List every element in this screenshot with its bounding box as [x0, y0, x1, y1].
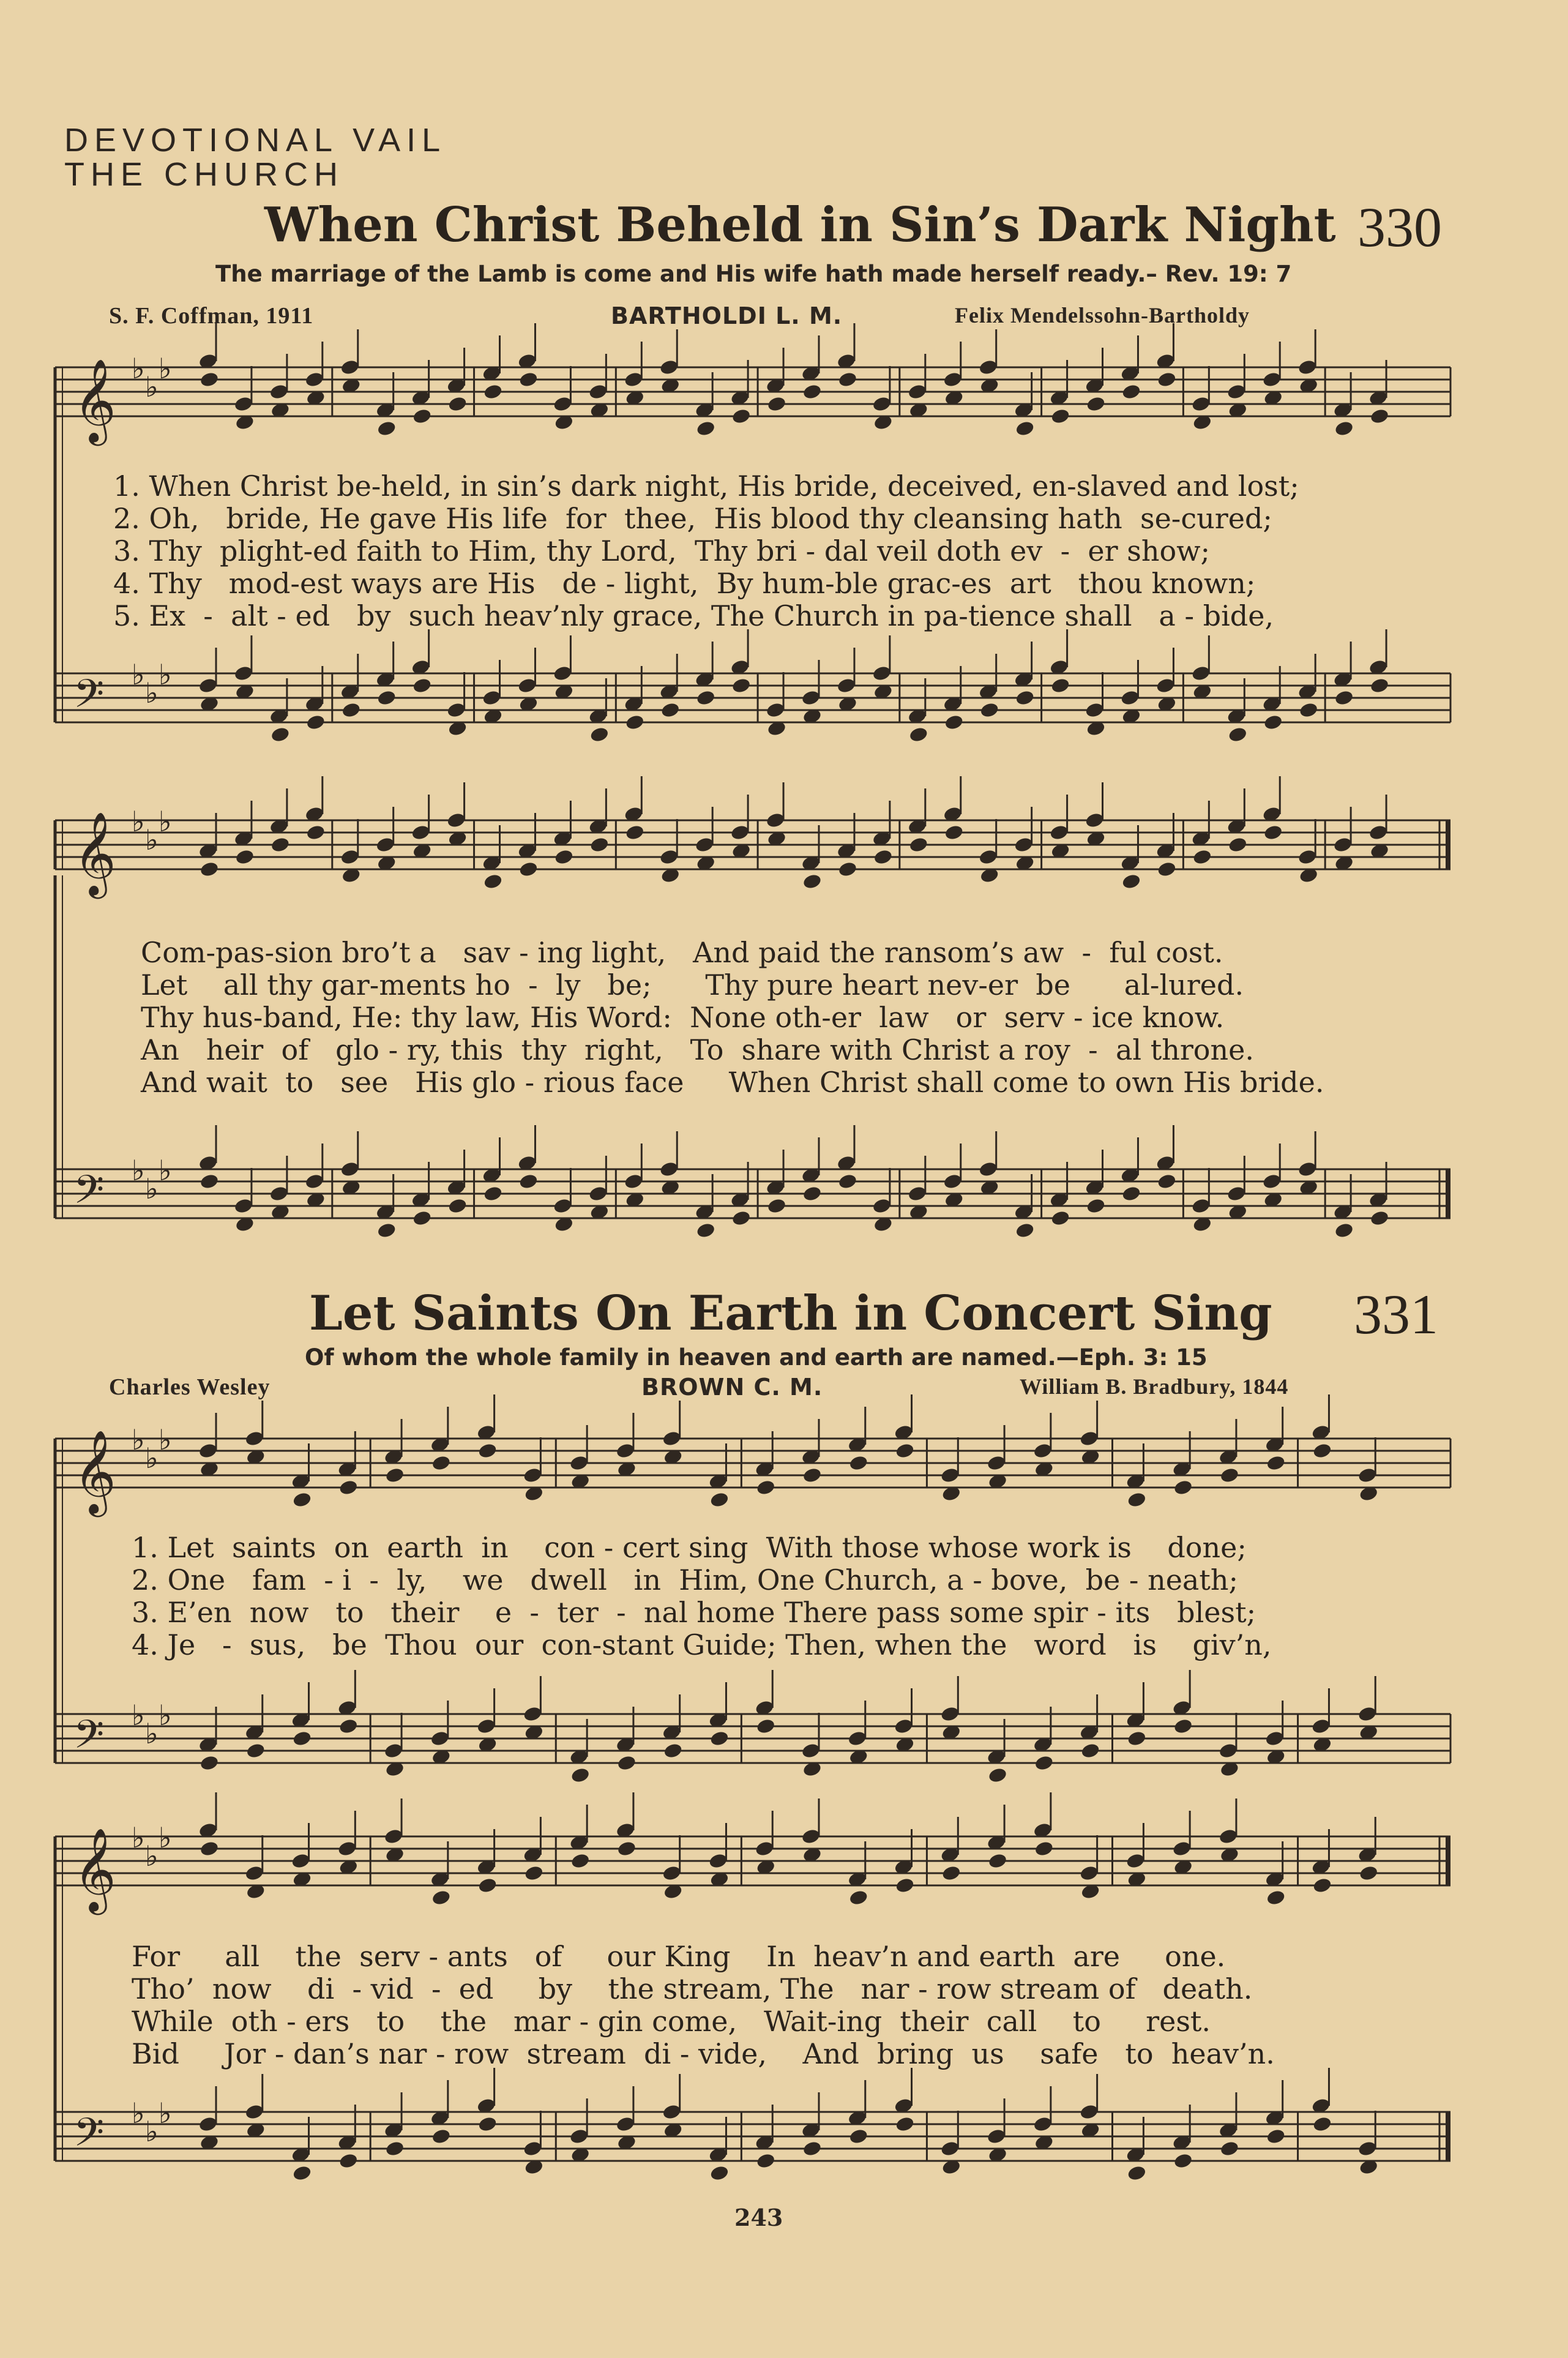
hymn-331-composer: William B. Bradbury, 1844 [1020, 1374, 1289, 1399]
hymn-331-verse-1b: For all the serv - ants of our King In heav’n and earth are one. [132, 1940, 1226, 1973]
hymn-331-verses-a [132, 1532, 1272, 1661]
hymn-330-verse-1b: Com-pas-sion bro’t a sav - ing light, And paid the ransom’s aw - ful cost. [141, 936, 1223, 969]
hymn-330-verses-b [141, 937, 1324, 1099]
svg-text:𝄢: 𝄢 [73, 1167, 105, 1222]
hymn-331-verse-2a: 2. One fam - i - ly, we dwell in Him, One Church, a - bove, be - neath; [132, 1563, 1238, 1596]
hymn-330-verse-1a: 1. When Christ be-held, in sin’s dark night, His bride, deceived, en-slaved and lost; [113, 470, 1299, 503]
hymn-330-number: 330 [1357, 196, 1442, 258]
svg-text:𝄢: 𝄢 [73, 2110, 105, 2165]
svg-text:♭: ♭ [132, 1423, 145, 1456]
hymn-331-verses-b [132, 1941, 1275, 2070]
svg-text:♭: ♭ [132, 1699, 145, 1732]
hymn-330-composer: Felix Mendelssohn-Bartholdy [955, 303, 1250, 328]
hymn-331-title: Let Saints On Earth in Concert Sing [309, 1286, 1272, 1341]
hymn-331-author: Charles Wesley [109, 1374, 271, 1400]
hymn-330-title: When Christ Beheld in Sin’s Dark Night [264, 197, 1336, 253]
hymn-330-verse-5a: 5. Ex - alt - ed by such heav’nly grace, The Church in pa-tience shall a - bide, [113, 599, 1274, 632]
svg-text:♭: ♭ [159, 658, 172, 691]
hymn-330-treble-staff-1 [49, 352, 1457, 477]
svg-text:♭: ♭ [145, 823, 159, 856]
hymn-331-bass-staff-2 [49, 2075, 1457, 2210]
svg-text:𝄢: 𝄢 [73, 1712, 105, 1767]
svg-text:♭: ♭ [132, 352, 145, 385]
svg-text:♭: ♭ [145, 370, 159, 403]
svg-text:𝄞: 𝄞 [73, 810, 116, 895]
hymn-330-verse-4b: An heir of glo - ry, this thy right, To share with Christ a roy - al throne. [141, 1033, 1254, 1066]
hymn-330-verse-2a: 2. Oh, bride, He gave His life for thee, His blood thy cleansing hath se-cured; [113, 502, 1272, 535]
svg-text:♭: ♭ [132, 1821, 145, 1854]
hymn-331-verse-1a: 1. Let saints on earth in con - cert sing With those whose work is done; [132, 1531, 1247, 1564]
hymn-330-bass-staff-1 [49, 637, 1457, 759]
hymn-331-tune: BROWN C. M. [641, 1374, 823, 1401]
hymn-331-verse-4a: 4. Je - sus, be Thou our con-stant Guide; Then, when the word is giv’n, [132, 1628, 1272, 1661]
hymn-331-verse-3a: 3. E’en now to their e - ter - nal home There pass some spir - its blest; [132, 1596, 1256, 1629]
svg-text:♭: ♭ [159, 1821, 172, 1854]
svg-text:♭: ♭ [159, 1154, 172, 1187]
hymn-330-verse-2b: Let all thy gar-ments ho - ly be; Thy pure heart nev-er be al-lured. [141, 968, 1244, 1001]
svg-text:𝄞: 𝄞 [73, 357, 116, 442]
svg-text:♭: ♭ [132, 2097, 145, 2130]
hymn-331-treble-staff-2 [49, 1812, 1457, 1947]
svg-text:♭: ♭ [145, 1840, 159, 1873]
hymn-330-verse-3b: Thy hus-band, He: thy law, His Word: None oth-er law or serv - ice know. [141, 1001, 1225, 1034]
hymn-331-number: 331 [1354, 1283, 1438, 1346]
page-number: 243 [734, 2204, 783, 2231]
hymn-330-verse-3a: 3. Thy plight-ed faith to Him, thy Lord, Thy bri - dal veil doth ev - er show; [113, 534, 1211, 567]
hymn-331-verse-4b: Bid Jor - dan’s nar - row stream di - vide, And bring us safe to heav’n. [132, 2037, 1275, 2070]
svg-text:♭: ♭ [145, 1172, 159, 1205]
hymn-330-treble-staff-2 [49, 796, 1457, 930]
hymn-331-bass-staff-1 [49, 1677, 1457, 1812]
hymn-330-author: S. F. Coffman, 1911 [109, 303, 314, 329]
hymn-331-verse-3b: While oth - ers to the mar - gin come, Wait-ing their call to rest. [132, 2005, 1211, 2038]
hymn-330-verse-5b: And wait to see His glo - rious face When Christ shall come to own His bride. [141, 1066, 1324, 1099]
svg-text:♭: ♭ [132, 658, 145, 691]
hymn-330-verses-a [113, 470, 1299, 632]
svg-text:♭: ♭ [145, 1442, 159, 1475]
svg-text:♭: ♭ [145, 676, 159, 709]
hymn-331-scripture: Of whom the whole family in heaven and earth are named.—Eph. 3: 15 [305, 1344, 1208, 1371]
hymn-331-verse-2b: Tho’ now di - vid - ed by the stream, The nar - row stream of death. [132, 1972, 1253, 2005]
svg-text:♭: ♭ [159, 805, 172, 838]
svg-text:♭: ♭ [145, 1717, 159, 1750]
svg-text:𝄢: 𝄢 [73, 672, 105, 727]
svg-text:♭: ♭ [159, 1423, 172, 1456]
svg-text:𝄞: 𝄞 [73, 1827, 116, 1911]
hymn-330-scripture: The marriage of the Lamb is come and His wife hath made herself ready.– Rev. 19: 7 [215, 261, 1292, 287]
svg-text:♭: ♭ [145, 2115, 159, 2148]
svg-text:♭: ♭ [132, 1154, 145, 1187]
svg-text:♭: ♭ [159, 352, 172, 385]
hymn-330-tune: BARTHOLDI L. M. [611, 302, 843, 329]
section-label-church: THE CHURCH [64, 156, 344, 193]
section-label-devotional: DEVOTIONAL VAIL [64, 122, 447, 159]
hymn-331-treble-staff-1 [49, 1414, 1457, 1530]
svg-text:♭: ♭ [132, 805, 145, 838]
hymn-330-bass-staff-2 [49, 1096, 1457, 1255]
svg-text:♭: ♭ [159, 2097, 172, 2130]
hymn-330-verse-4a: 4. Thy mod-est ways are His de - light, By hum-ble grac-es art thou known; [113, 567, 1256, 600]
svg-text:𝄞: 𝄞 [73, 1429, 116, 1513]
svg-text:♭: ♭ [159, 1699, 172, 1732]
